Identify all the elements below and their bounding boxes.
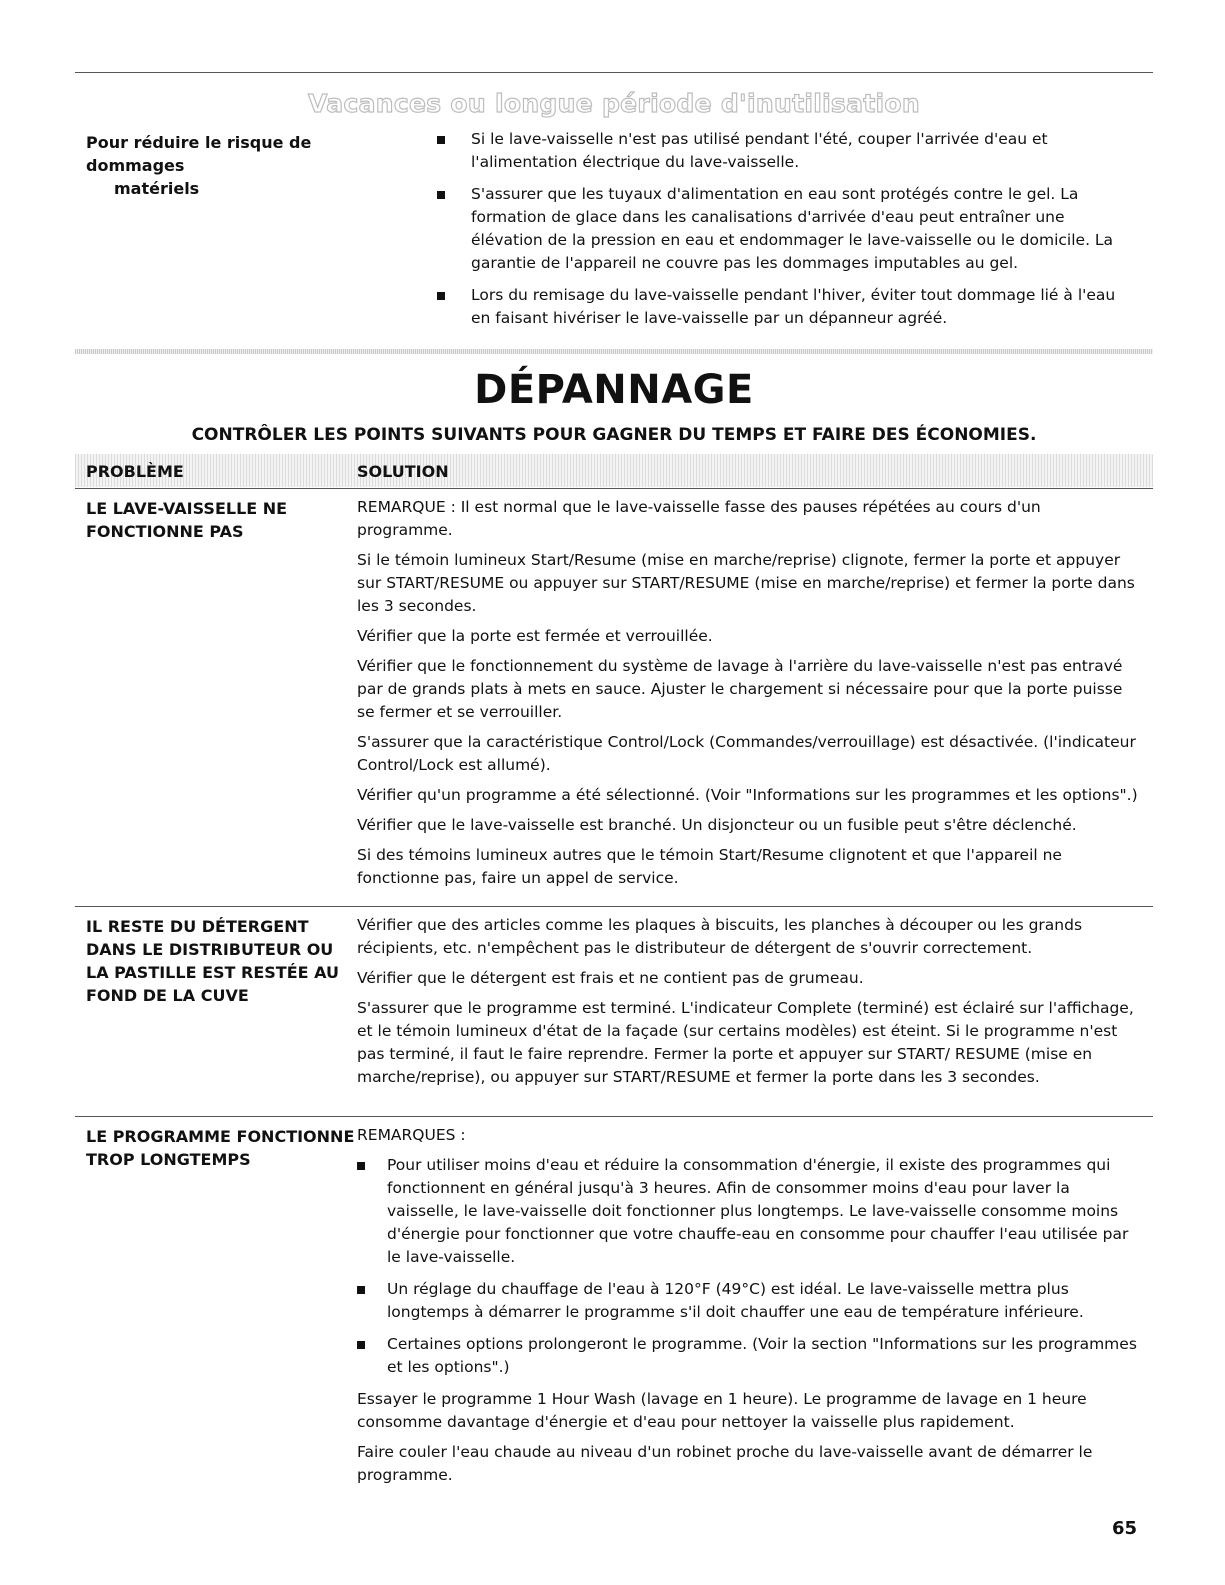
square-bullet-icon (357, 1341, 365, 1349)
solution-paragraph: Vérifier qu'un programme a été sélectionné. (Voir "Informations sur les programmes et les options".) (357, 786, 1138, 804)
page-title: DÉPANNAGE (474, 367, 754, 413)
solution-paragraph: S'assurer que le programme est terminé. L'indicateur Complete (terminé) est éclairé sur l'affichage, et le témoin lumineux d'état de la façade (sur certains modèles) est éteint. Si le programme n'est pas terminé, il faut le faire reprendre. Fermer la porte et appuyer sur START/ RESUME (mise en marche/reprise), ou appuyer sur START/RESUME et fermer la porte dans les 3 secondes. (357, 999, 1134, 1086)
square-bullet-icon (437, 191, 445, 199)
section-divider-band (75, 349, 1153, 354)
list-item: Pour utiliser moins d'eau et réduire la consommation d'énergie, il existe des programmes qui fonctionnent en général jusqu'à 3 heures. Afin de consommer moins d'eau pour laver la vaisselle, le lave-vaisselle doit fonctionner plus longtemps. Le lave-vaisselle consomme moins d'énergie pour fonctionner que votre chauffe-eau en consomme pour chauffer l'eau utilisée par le lave-vaisselle. (357, 1154, 1140, 1269)
vacation-label-line1: Pour réduire le risque de dommages (86, 133, 312, 175)
list-item: Lors du remisage du lave-vaisselle pendant l'hiver, éviter tout dommage lié à l'eau en faisant hivériser le lave-vaisselle par un dépanneur agréé. (437, 284, 1137, 330)
solution-paragraph: Vérifier que le lave-vaisselle est branché. Un disjoncteur ou un fusible peut s'être déclenché. (357, 816, 1077, 834)
top-rule (75, 72, 1153, 73)
problem-label: LE LAVE-VAISSELLE NE FONCTIONNE PAS (86, 499, 288, 541)
vacation-warning-label (86, 131, 406, 200)
page-subtitle: CONTRÔLER LES POINTS SUIVANTS POUR GAGNER DU TEMPS ET FAIRE DES ÉCONOMIES. (191, 425, 1037, 445)
solution-paragraph: Faire couler l'eau chaude au niveau d'un robinet proche du lave-vaisselle avant de démarrer le programme. (357, 1443, 1093, 1484)
solution-paragraph: Vérifier que la porte est fermée et verrouillée. (357, 627, 713, 645)
solution-paragraph: Vérifier que le détergent est frais et ne contient pas de grumeau. (357, 969, 864, 987)
row-rule (75, 906, 1153, 907)
list-item: Si le lave-vaisselle n'est pas utilisé pendant l'été, couper l'arrivée d'eau et l'alimentation électrique du lave-vaisselle. (437, 128, 1137, 174)
vacation-section-title: Vacances ou longue période d'inutilisation (308, 89, 920, 118)
square-bullet-icon (357, 1162, 365, 1170)
solution-paragraph: REMARQUE : Il est normal que le lave-vaisselle fasse des pauses répétées au cours d'un programme. (357, 498, 1041, 539)
solution-paragraph: Si des témoins lumineux autres que le témoin Start/Resume clignotent et que l'appareil ne fonctionne pas, faire un appel de service. (357, 846, 1062, 887)
solution-cell (357, 1124, 1140, 1494)
vacation-bullet-list (437, 128, 1137, 339)
problem-label: IL RESTE DU DÉTERGENT DANS LE DISTRIBUTEUR OU LA PASTILLE EST RESTÉE AU FOND DE LA CUVE (86, 917, 340, 1005)
row-rule (75, 1116, 1153, 1117)
solution-paragraph: Essayer le programme 1 Hour Wash (lavage en 1 heure). Le programme de lavage en 1 heure consomme davantage d'énergie et d'eau pour nettoyer la vaisselle plus rapidement. (357, 1390, 1087, 1431)
header-rule (75, 488, 1153, 489)
problem-label: LE PROGRAMME FONCTIONNE TROP LONGTEMPS (86, 1127, 355, 1169)
table-header (75, 454, 1153, 487)
square-bullet-icon (357, 1286, 365, 1294)
solution-cell (357, 496, 1140, 897)
solution-paragraph: Si le témoin lumineux Start/Resume (mise en marche/reprise) clignote, fermer la porte et appuyer sur START/RESUME ou appuyer sur START/RESUME (mise en marche/reprise) et fermer la porte dans les 3 secondes. (357, 551, 1135, 615)
list-item: Un réglage du chauffage de l'eau à 120°F (49°C) est idéal. Le lave-vaisselle mettra plus longtemps à démarrer le programme s'il doit chauffer une eau de température inférieure. (357, 1278, 1140, 1324)
square-bullet-icon (437, 136, 445, 144)
vacation-label-line2: matériels (114, 179, 200, 198)
column-header-problem: PROBLÈME (86, 462, 184, 481)
solution-paragraph: Vérifier que le fonctionnement du système de lavage à l'arrière du lave-vaisselle n'est pas entravé par de grands plats à mets en sauce. Ajuster le chargement si nécessaire pour que la porte puisse se fermer et se verrouiller. (357, 657, 1123, 721)
list-item: Certaines options prolongeront le programme. (Voir la section "Informations sur les programmes et les options".) (357, 1333, 1140, 1379)
remarks-bullet-list (357, 1154, 1140, 1379)
page-number: 65 (1111, 1518, 1137, 1539)
square-bullet-icon (437, 292, 445, 300)
solution-paragraph: Vérifier que des articles comme les plaques à biscuits, les planches à découper ou les grands récipients, etc. n'empêchent pas le distributeur de détergent de s'ouvrir correctement. (357, 916, 1083, 957)
solution-cell (357, 914, 1140, 1096)
list-item: S'assurer que les tuyaux d'alimentation en eau sont protégés contre le gel. La formation de glace dans les canalisations d'arrivée d'eau peut entraîner une élévation de la pression en eau et endommager le lave-vaisselle ou le domicile. La garantie de l'appareil ne couvre pas les dommages imputables au gel. (437, 183, 1137, 275)
solution-paragraph: S'assurer que la caractéristique Control/Lock (Commandes/verrouillage) est désactivée. (l'indicateur Control/Lock est allumé). (357, 733, 1136, 774)
column-header-solution: SOLUTION (357, 462, 449, 481)
remarks-heading: REMARQUES : (357, 1126, 466, 1144)
